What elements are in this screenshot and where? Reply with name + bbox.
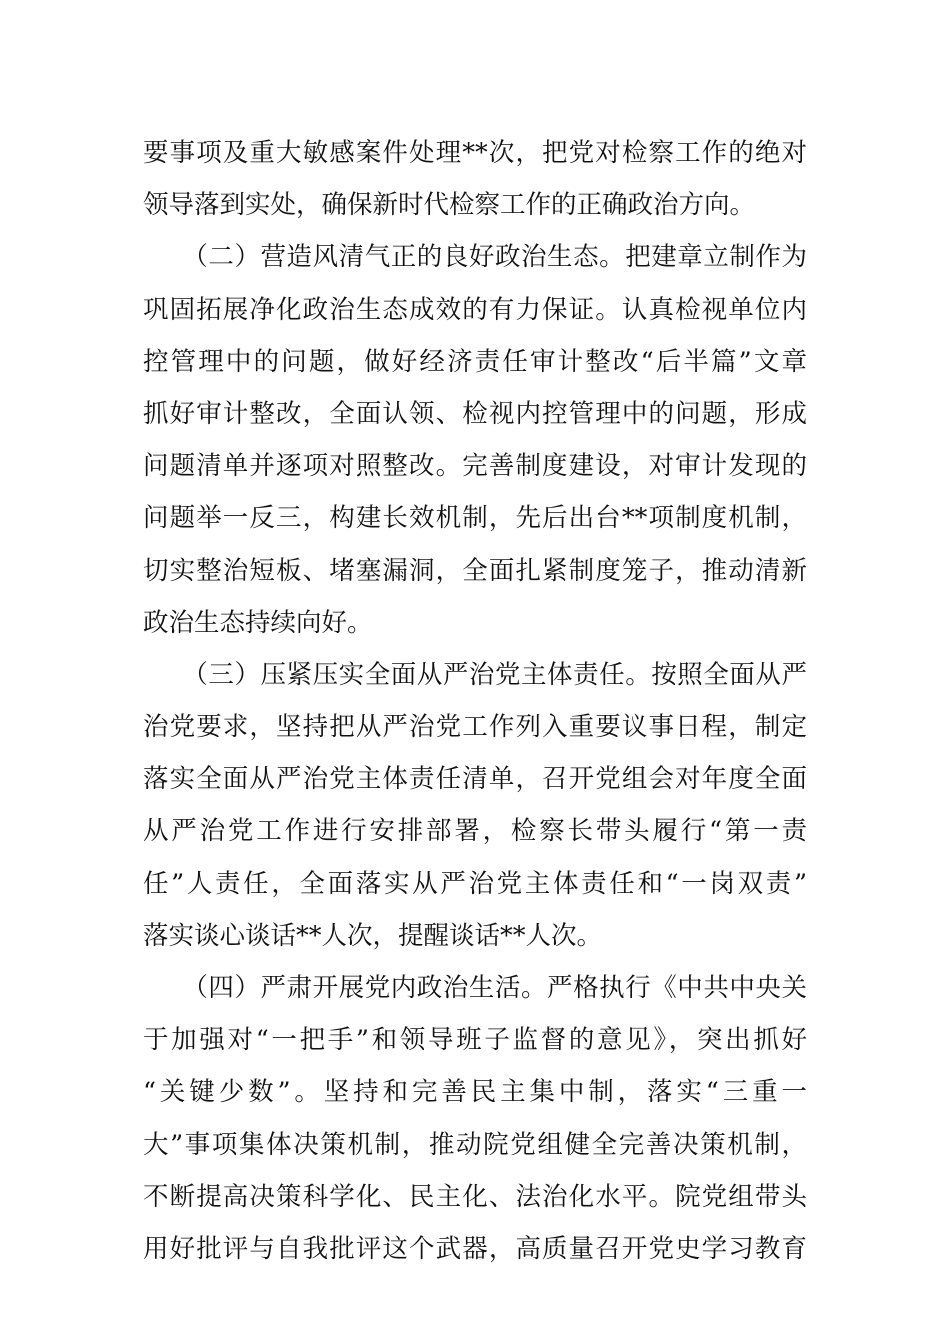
text-line: 治党要求，坚持把从严治党工作列入重要议事日程，制定 [143, 712, 807, 743]
text-line: 控管理中的问题，做好经济责任审计整改“后半篇”文章 [143, 346, 807, 377]
text-line: 任”人责任，全面落实从严治党主体责任和“一岗双责” [143, 868, 807, 899]
text-line: 切实整治短板、堵塞漏洞，全面扎紧制度笼子，推动清新 [143, 555, 807, 586]
text-line: （二）营造风清气正的良好政治生态。把建章立制作为 [143, 242, 807, 273]
text-line: （四）严肃开展党内政治生活。严格执行《中共中央关 [143, 973, 807, 1003]
text-line: 问题举一反三，构建长效机制，先后出台**项制度机制， [143, 503, 807, 534]
text-line: “关键少数”。坚持和完善民主集中制，落实“三重一 [143, 1077, 807, 1108]
text-line: 从严治党工作进行安排部署，检察长带头履行“第一责 [143, 816, 807, 847]
text-line: 大”事项集体决策机制，推动院党组健全完善决策机制， [143, 1129, 807, 1160]
text-line: 领导落到实处，确保新时代检察工作的正确政治方向。 [143, 190, 756, 221]
text-line: 政治生态持续向好。 [143, 607, 373, 638]
text-line: 巩固拓展净化政治生态成效的有力保证。认真检视单位内 [143, 294, 807, 325]
body-text [143, 127, 807, 1275]
text-line: 问题清单并逐项对照整改。完善制度建设，对审计发现的 [143, 451, 807, 482]
text-line: 用好批评与自我批评这个武器，高质量召开党史学习教育 [143, 1233, 807, 1264]
text-line: 不断提高决策科学化、民主化、法治化水平。院党组带头 [143, 1181, 807, 1212]
text-line: 落实谈心谈话**人次，提醒谈话**人次。 [143, 920, 603, 951]
text-line: 落实全面从严治党主体责任清单，召开党组会对年度全面 [143, 764, 807, 795]
text-line: （三）压紧压实全面从严治党主体责任。按照全面从严 [143, 659, 807, 690]
text-line: 抓好审计整改，全面认领、检视内控管理中的问题，形成 [143, 398, 807, 429]
text-line: 要事项及重大敏感案件处理**次，把党对检察工作的绝对 [143, 138, 807, 168]
text-line: 于加强对“一把手”和领导班子监督的意见》，突出抓好 [143, 1025, 807, 1056]
